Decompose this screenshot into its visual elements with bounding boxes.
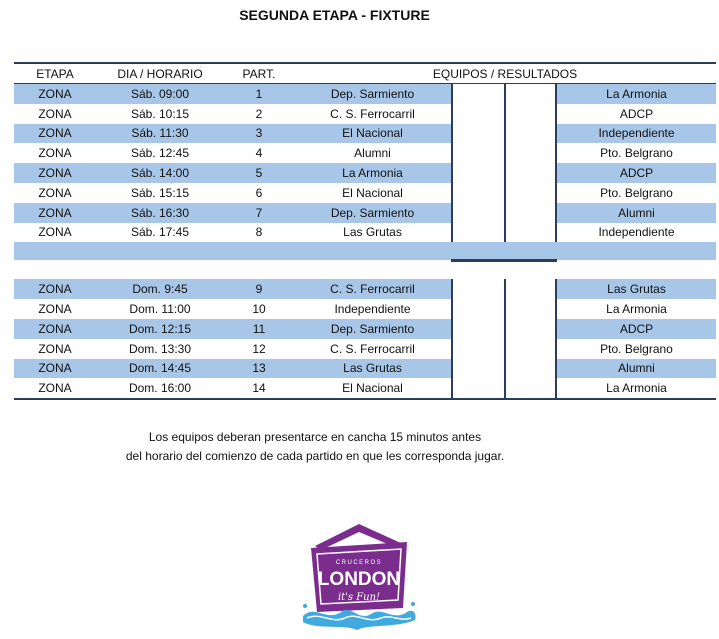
cell-home-team: El Nacional [342, 126, 403, 141]
cell-dia-horario: Sáb. 15:15 [130, 185, 190, 200]
cell-away-team: La Armonia [606, 86, 667, 101]
cell-away-team: Independiente [598, 225, 675, 240]
cell-part: 13 [252, 361, 266, 376]
cell-part: 2 [255, 106, 263, 121]
score-box-away [504, 203, 557, 223]
cell-away-team: ADCP [619, 106, 654, 121]
page-title: SEGUNDA ETAPA - FIXTURE [239, 7, 430, 23]
cell-away-team: Pto. Belgrano [600, 146, 673, 161]
cell-away-team: Independiente [598, 126, 675, 141]
cell-home-team: El Nacional [342, 381, 403, 396]
cell-etapa: ZONA [38, 381, 72, 396]
cell-etapa: ZONA [38, 106, 72, 121]
cell-etapa: ZONA [38, 282, 72, 297]
table-row [14, 203, 716, 223]
cell-home-team: Las Grutas [343, 361, 402, 376]
cell-away-team: ADCP [619, 166, 654, 181]
cell-dia-horario: Dom. 14:45 [128, 361, 192, 376]
logo-drop [303, 604, 307, 608]
score-box-away [504, 143, 557, 163]
cell-etapa: ZONA [38, 302, 72, 317]
score-box-away [504, 223, 557, 243]
cell-dia-horario: Sáb. 09:00 [130, 86, 190, 101]
cell-away-team: Las Grutas [607, 282, 666, 297]
cell-home-team: Las Grutas [343, 225, 402, 240]
cell-away-team: Pto. Belgrano [600, 341, 673, 356]
table-row [14, 359, 716, 379]
score-box-away [504, 319, 557, 339]
cell-home-team: La Armonia [342, 166, 403, 181]
header-etapa: ETAPA [36, 66, 74, 81]
cell-dia-horario: Sáb. 11:30 [131, 126, 189, 141]
score-box-home [451, 84, 504, 104]
table-row [14, 378, 716, 398]
cell-away-team: ADCP [619, 321, 654, 336]
cell-etapa: ZONA [38, 86, 72, 101]
table-row [14, 279, 716, 299]
cell-dia-horario: Sáb. 12:45 [130, 146, 190, 161]
note-line-1: Los equipos deberan presentarce en cancha 15 minutos antes [148, 430, 482, 444]
score-box-home [451, 124, 504, 144]
score-box-home [451, 359, 504, 379]
cell-part: 4 [255, 146, 263, 161]
cell-away-team: La Armonia [606, 302, 667, 317]
cell-etapa: ZONA [38, 146, 72, 161]
cell-away-team: Alumni [618, 361, 655, 376]
score-box-home [451, 378, 504, 398]
cell-part: 7 [255, 205, 263, 220]
separator-underline [451, 259, 557, 262]
logo-drop [411, 602, 415, 606]
logo-main-text: LONDON [317, 569, 401, 590]
cell-dia-horario: Dom. 16:00 [128, 381, 192, 396]
score-box-away [504, 378, 557, 398]
cell-home-team: El Nacional [342, 185, 403, 200]
score-box-away [504, 359, 557, 379]
score-box-home [451, 104, 504, 124]
cell-dia-horario: Dom. 11:00 [129, 302, 191, 317]
score-box-home [451, 299, 504, 319]
cell-part: 5 [255, 166, 263, 181]
cell-etapa: ZONA [38, 166, 72, 181]
block-separator [14, 242, 716, 260]
cell-dia-horario: Sáb. 17:45 [130, 225, 190, 240]
score-box-home [451, 183, 504, 203]
cell-away-team: La Armonia [606, 381, 667, 396]
cell-home-team: Dep. Sarmiento [330, 86, 415, 101]
table-row [14, 339, 716, 359]
cell-home-team: Dep. Sarmiento [330, 205, 415, 220]
score-box-away [504, 84, 557, 104]
cell-home-team: Alumni [354, 146, 391, 161]
table-row [14, 143, 716, 163]
header-part: PART. [242, 66, 276, 81]
cell-etapa: ZONA [38, 361, 72, 376]
fixture-table [14, 62, 716, 400]
score-box-away [504, 299, 557, 319]
score-box-away [504, 124, 557, 144]
cell-home-team: Independiente [334, 302, 411, 317]
cell-dia-horario: Sáb. 14:00 [130, 166, 190, 181]
score-box-home [451, 223, 504, 243]
cell-home-team: C. S. Ferrocarril [330, 282, 415, 297]
cell-part: 9 [255, 282, 263, 297]
cell-part: 6 [255, 185, 263, 200]
score-box-home [451, 203, 504, 223]
cell-etapa: ZONA [38, 341, 72, 356]
cell-part: 12 [252, 341, 266, 356]
cell-home-team: C. S. Ferrocarril [330, 341, 415, 356]
cell-etapa: ZONA [38, 205, 72, 220]
table-row [14, 299, 716, 319]
cell-home-team: C. S. Ferrocarril [330, 106, 415, 121]
block-spacer [14, 260, 716, 279]
table-bottom-rule [14, 398, 716, 400]
cell-etapa: ZONA [38, 225, 72, 240]
score-box-home [451, 279, 504, 299]
score-box-away [504, 339, 557, 359]
cell-etapa: ZONA [38, 321, 72, 336]
cell-part: 1 [255, 86, 263, 101]
score-box-away [504, 183, 557, 203]
logo-top-text: CRUCEROS [335, 560, 383, 566]
cell-dia-horario: Dom. 9:45 [132, 282, 188, 297]
cell-dia-horario: Sáb. 16:30 [130, 205, 190, 220]
header-equipos-resultados: EQUIPOS / RESULTADOS [432, 66, 578, 81]
cell-away-team: Pto. Belgrano [600, 185, 673, 200]
score-box-away [504, 279, 557, 299]
cell-etapa: ZONA [38, 126, 72, 141]
logo-water [303, 610, 416, 630]
score-box-home [451, 143, 504, 163]
table-row [14, 124, 716, 144]
table-row [14, 104, 716, 124]
cell-part: 10 [252, 302, 266, 317]
cell-home-team: Dep. Sarmiento [330, 321, 415, 336]
cell-etapa: ZONA [38, 185, 72, 200]
table-row [14, 319, 716, 339]
fixture-block-saturday [14, 84, 716, 242]
score-box-home [451, 163, 504, 183]
score-box-home [451, 339, 504, 359]
score-box-away [504, 163, 557, 183]
cell-part: 11 [252, 321, 266, 336]
cell-away-team: Alumni [618, 205, 655, 220]
logo-script-text: it's Fun! [337, 592, 381, 603]
table-row [14, 183, 716, 203]
fixture-block-sunday [14, 279, 716, 398]
cell-dia-horario: Sáb. 10:15 [130, 106, 190, 121]
table-row [14, 223, 716, 243]
cell-dia-horario: Dom. 13:30 [128, 341, 192, 356]
table-header [14, 64, 716, 83]
note-line-2: del horario del comienzo de cada partido en que les corresponda jugar. [125, 449, 505, 463]
table-row [14, 84, 716, 104]
score-box-home [451, 319, 504, 339]
cell-part: 14 [252, 381, 266, 396]
london-logo [297, 518, 421, 630]
score-box-away [504, 104, 557, 124]
header-dia-horario: DIA / HORARIO [117, 66, 203, 81]
table-row [14, 163, 716, 183]
cell-part: 3 [255, 126, 263, 141]
cell-part: 8 [255, 225, 263, 240]
cell-dia-horario: Dom. 12:15 [128, 321, 192, 336]
